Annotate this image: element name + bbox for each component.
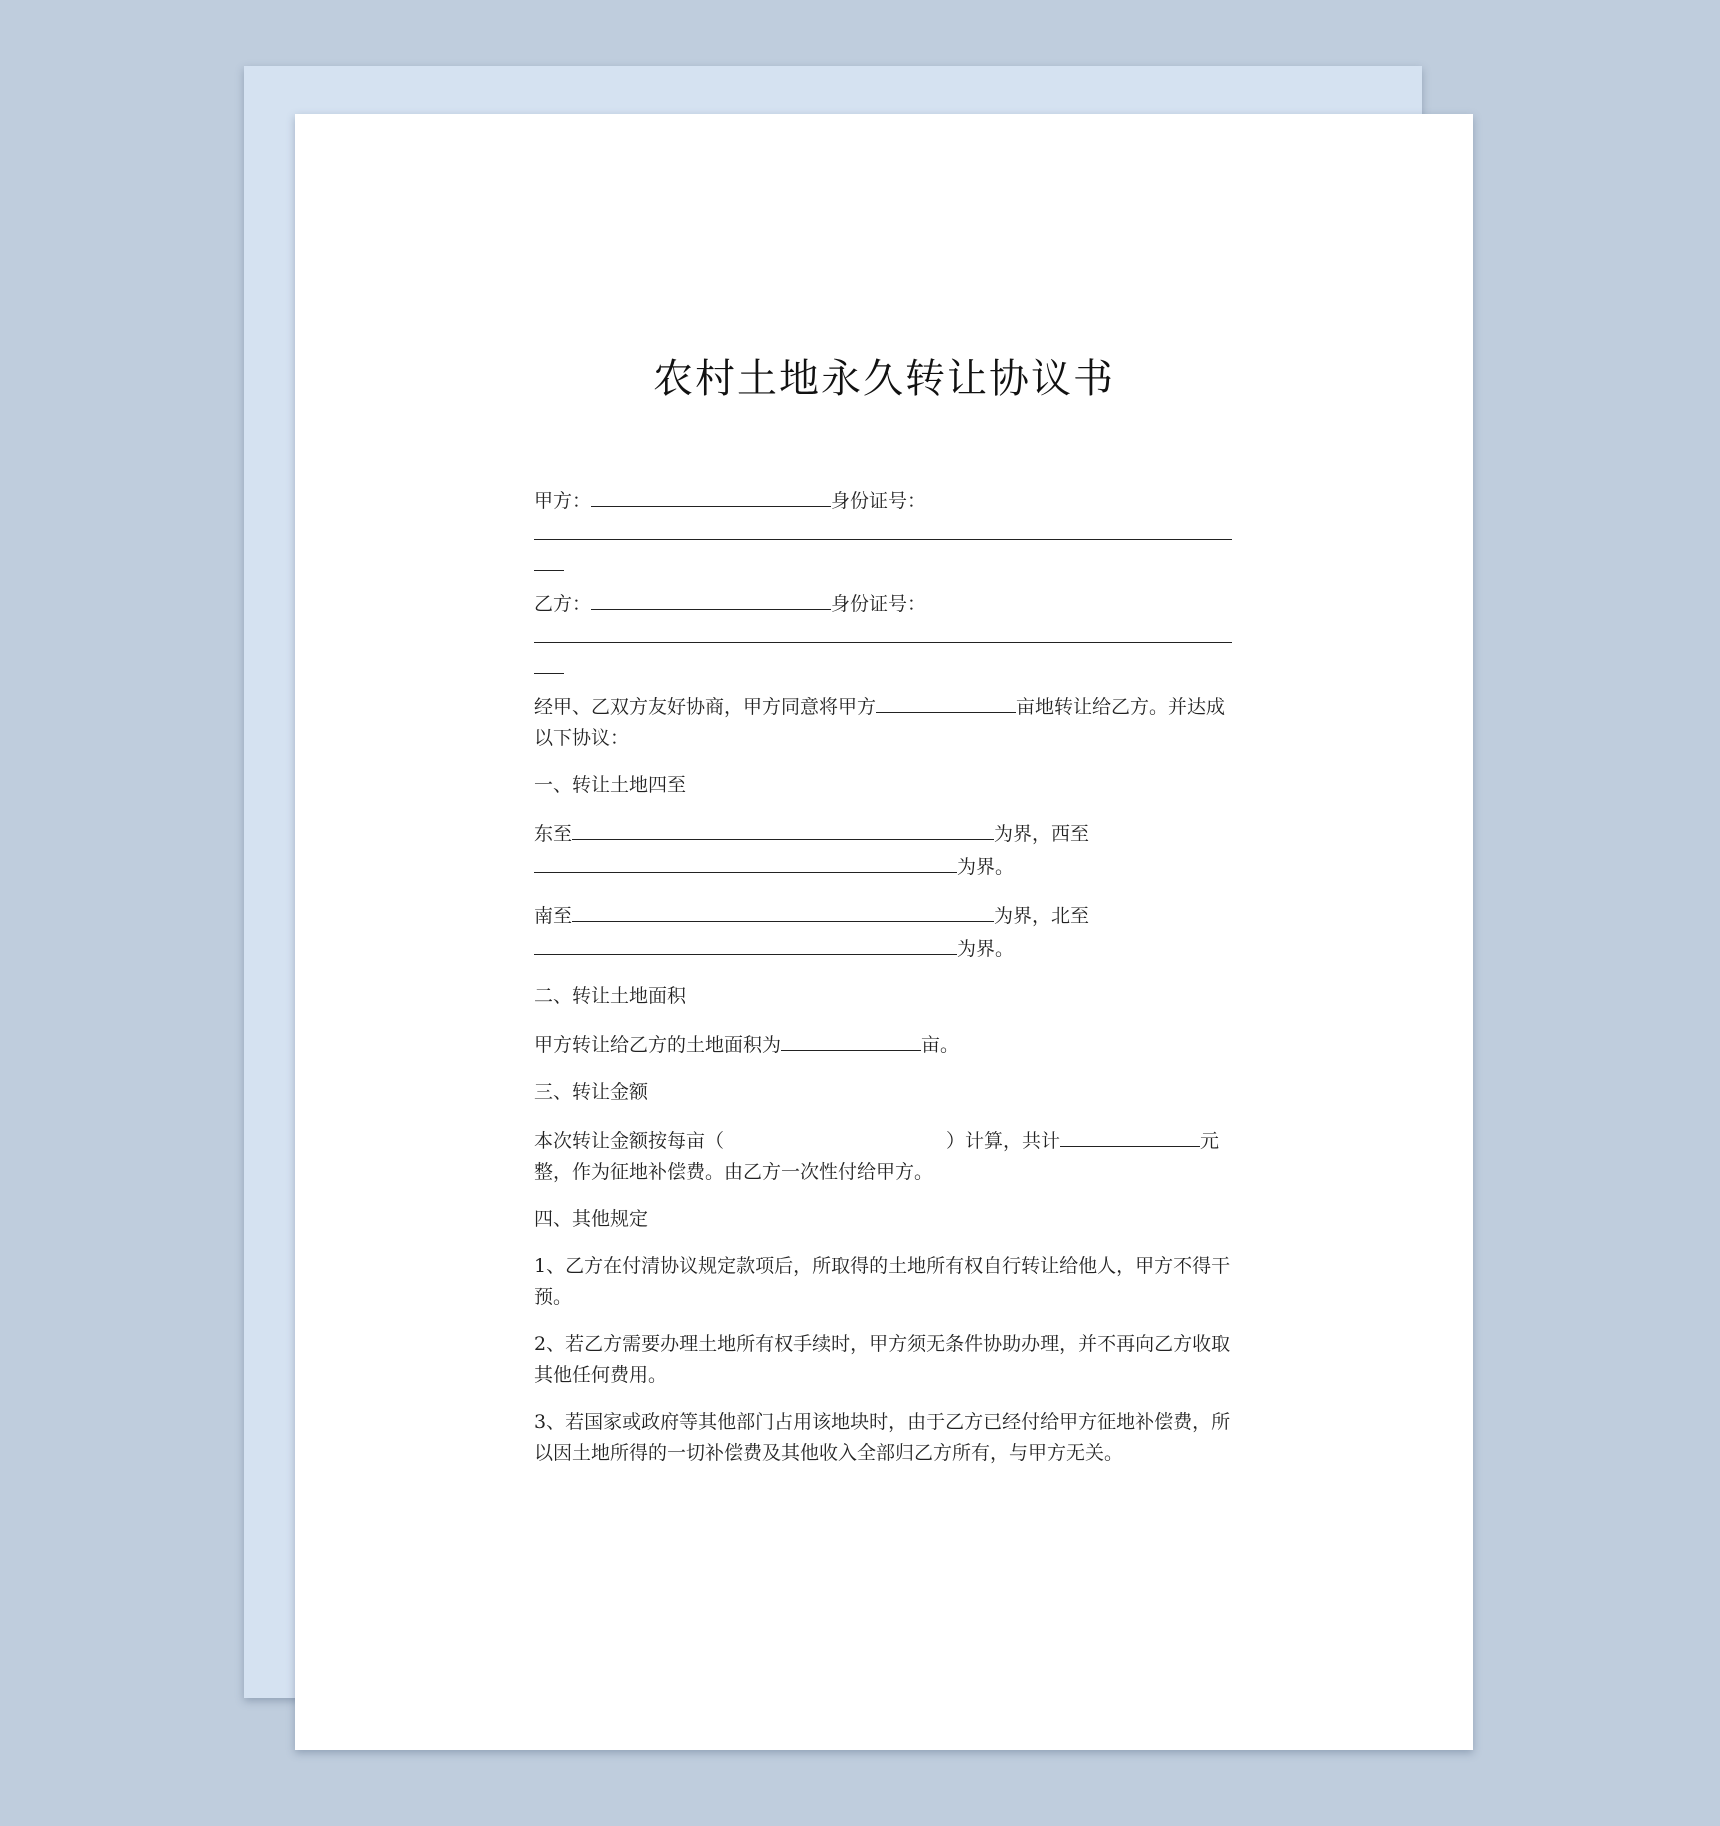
party-a-id-label: 身份证号：	[831, 490, 927, 512]
section2-text-start: 甲方转让给乙方的土地面积为	[534, 1034, 782, 1056]
section1-heading: 一、转让土地四至	[534, 774, 687, 796]
section3-text-middle: ）计算，共计	[946, 1130, 1061, 1152]
party-b-id-blank-end	[534, 651, 564, 674]
party-b-name-blank	[591, 587, 831, 610]
party-b-id-blank	[534, 620, 1232, 643]
party-a-name-blank	[591, 484, 831, 507]
east-blank	[572, 817, 994, 840]
section3-text-end: 元整，作为征地补偿费。由乙方一次性付给甲方。	[534, 1130, 1220, 1183]
east-west-boundary	[534, 817, 1234, 883]
section2-text-end: 亩。	[921, 1034, 960, 1056]
section2-text	[534, 1028, 1234, 1061]
section4-item-3: 3、若国家或政府等其他部门占用该地块时，由于乙方已经付给甲方征地补偿费，所以因土地所得的一切补偿费及其他收入全部归乙方所有，与甲方无关。	[534, 1411, 1231, 1464]
west-blank	[534, 850, 957, 873]
south-blank	[572, 899, 994, 922]
section4-item-2: 2、若乙方需要办理土地所有权手续时，甲方须无条件协助办理，并不再向乙方收取其他任何费用。	[534, 1333, 1231, 1386]
section4-item-1: 1、乙方在付清协议规定款项后，所取得的土地所有权自行转让给他人，甲方不得干预。	[534, 1255, 1231, 1308]
intro-text-start: 经甲、乙双方友好协商，甲方同意将甲方	[534, 696, 877, 718]
section3-heading: 三、转让金额	[534, 1081, 649, 1103]
section2-heading: 二、转让土地面积	[534, 985, 687, 1007]
north-boundary-text: 为界。	[957, 938, 1015, 960]
party-b-label: 乙方：	[534, 593, 592, 615]
south-boundary-text: 为界，北至	[994, 905, 1090, 927]
section3-text	[534, 1124, 1234, 1188]
document-page	[295, 114, 1473, 1750]
intro-text-end: 亩地转让给乙方。并达成以下协议：	[534, 696, 1226, 749]
total-amount-blank	[1060, 1124, 1200, 1147]
document-title: 农村土地永久转让协议书	[653, 356, 1115, 402]
section4-heading: 四、其他规定	[534, 1208, 649, 1230]
party-a-id-blank	[534, 517, 1232, 540]
section3-text-start: 本次转让金额按每亩（	[534, 1130, 725, 1152]
south-north-boundary	[534, 899, 1234, 965]
party-a-label: 甲方：	[534, 490, 592, 512]
south-label: 南至	[534, 905, 573, 927]
north-blank	[534, 932, 957, 955]
party-b-line	[534, 587, 1234, 620]
area-blank	[876, 690, 1016, 713]
party-a-line	[534, 484, 1234, 517]
intro-paragraph	[534, 690, 1234, 754]
party-b-id-label: 身份证号：	[831, 593, 927, 615]
west-boundary-text: 为界。	[957, 856, 1015, 878]
east-label: 东至	[534, 823, 573, 845]
party-a-id-blank-end	[534, 548, 564, 571]
land-area-blank	[781, 1028, 921, 1051]
document-body	[534, 484, 1234, 1485]
east-boundary-text: 为界，西至	[994, 823, 1090, 845]
